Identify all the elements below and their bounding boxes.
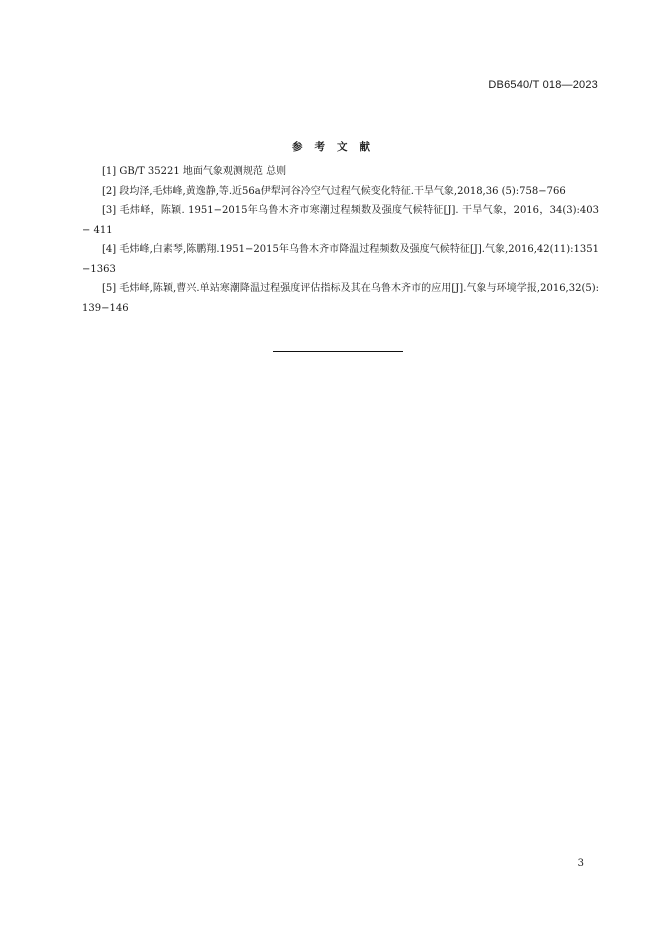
- reference-item: [2] 段均泽,毛炜峰,黄逸静,等.近56a伊犁河谷冷空气过程气候变化特征.干旱气象,2018,36 (5):758−766: [102, 185, 566, 197]
- document-code: DB6540/T 018—2023: [488, 79, 598, 91]
- reference-item: [3] 毛炜峄，陈颖. 1951−2015年乌鲁木齐市寒潮过程频数及强度气候特征[J]. 干旱气象，2016，34(3):403 − 411: [82, 205, 599, 236]
- reference-item: [5] 毛炜峄,陈颖,曹兴.单站寒潮降温过程强度评估指标及其在乌鲁木齐市的应用[J].气象与环境学报,2016,32(5):139−146: [82, 283, 599, 314]
- references-title: 参考文献: [292, 141, 382, 153]
- end-of-document-rule: [273, 351, 403, 352]
- page-number: 3: [577, 858, 584, 869]
- reference-item: [1] GB/T 35221 地面气象观测规范 总则: [102, 166, 287, 177]
- reference-item: [4] 毛炜峰,白素琴,陈鹏翔.1951−2015年乌鲁木齐市降温过程频数及强度气候特征[J].气象,2016,42(11):1351−1363: [82, 244, 599, 275]
- references-list: [82, 162, 599, 318]
